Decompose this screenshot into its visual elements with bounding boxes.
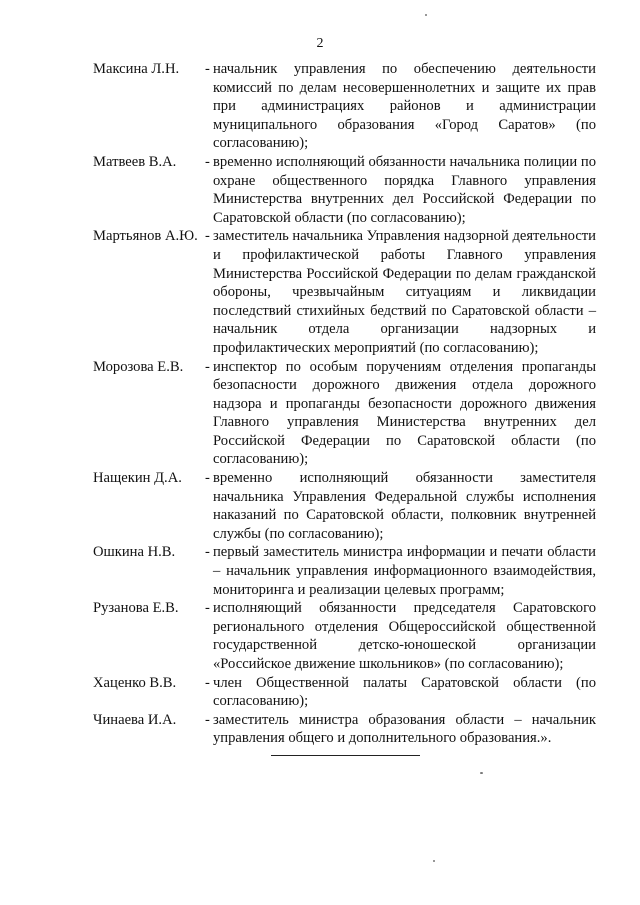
member-entry [93,153,596,227]
closing-rule [271,755,420,756]
members-list [93,60,596,748]
member-entry [93,674,596,711]
scan-speck [425,14,427,16]
member-description: инспектор по особым поручениям отделения пропаганды безопасности дорожного движения отдела дорожного надзора и пропаганды безопасности дорожного движения Главного управления Министерства внутренних дел Российской Федерации по Саратовской области (по согласованию); [213,358,596,468]
member-name: Матвеев В.А. [93,153,177,170]
member-description: заместитель начальника Управления надзорной деятельности и профилактической работы Главного управления Министерства Российской Федерации по делам гражданской обороны, чрезвычайным ситуациям и ликвидации последствий стихийных бедствий по Саратовской области – начальник отдела организации надзорных и профилактических мероприятий (по согласованию); [213,228,596,356]
member-description: начальник управления по обеспечению деятельности комиссий по делам несовершеннолетних и защите их прав при администрациях районов и администрации муниципального образования «Город Саратов» (по согласованию); [213,61,596,152]
member-dash: - [205,358,210,375]
member-entry [93,469,596,543]
member-description: исполняющий обязанности председателя Саратовского регионального отделения Общероссийской общественной государственной детско-юношеской организации «Российское движение школьников» (по согласованию); [213,600,596,672]
member-dash: - [205,711,210,728]
member-dash: - [205,228,210,245]
member-name: Чинаева И.А. [93,711,177,728]
member-name: Нащекин Д.А. [93,470,182,487]
member-entry [93,60,596,153]
scan-speck [480,772,483,774]
member-name: Морозова Е.В. [93,358,184,375]
member-name: Рузанова Е.В. [93,600,179,617]
member-entry [93,711,596,748]
member-dash: - [205,544,210,561]
member-entry [93,599,596,673]
member-description: заместитель министра образования области – начальник управления общего и дополнительного образования.». [213,711,596,747]
member-description: временно исполняющий обязанности начальника полиции по охране общественного порядка Главного управления Министерства внутренних дел Российской Федерации по Саратовской области (по согласованию); [213,153,596,226]
member-entry [93,543,596,599]
member-name: Максина Л.Н. [93,61,180,77]
member-entry [93,358,596,470]
member-description: член Общественной палаты Саратовской области (по согласованию); [213,674,596,710]
member-dash: - [205,470,210,487]
member-entry [93,227,596,357]
page-number: 2 [316,36,324,51]
member-name: Мартьянов А.Ю. [93,228,198,245]
member-description: временно исполняющий обязанности заместителя начальника Управления Федеральной службы исполнения наказаний по Саратовской области, полковник внутренней службы (по согласованию); [213,470,596,542]
member-dash: - [205,674,210,691]
member-dash: - [205,153,210,170]
scan-speck [433,860,435,862]
member-description: первый заместитель министра информации и печати области – начальник управления информационного взаимодействия, мониторинга и реализации целевых программ; [213,544,596,598]
member-dash: - [205,600,210,617]
member-name: Ошкина Н.В. [93,544,176,561]
member-name: Хаценко В.В. [93,674,177,691]
member-dash: - [205,61,210,77]
